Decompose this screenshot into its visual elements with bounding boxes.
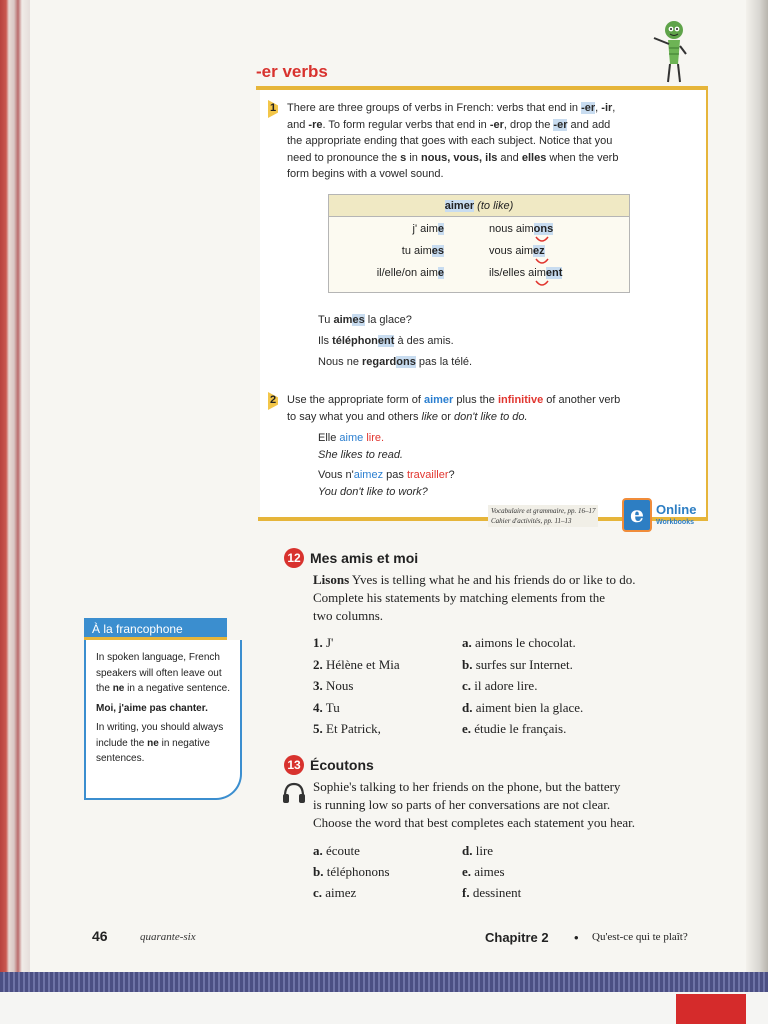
point2-line: Use the appropriate form of aimer plus the infinitive of another verb [287,394,621,406]
example-sentence: Nous ne regardons pas la télé. [318,356,473,368]
point-number: 2 [270,394,277,406]
conj-cell: nous aimons [489,223,554,235]
exercise-13-left-column [313,840,390,903]
match-item: a. aimons le chocolat. [462,635,576,650]
choice-item: b. téléphonons [313,864,390,879]
choice-item: d. lire [462,843,494,858]
point1-line: form begins with a vowel sound. [287,168,444,180]
exercise-12-title: Mes amis et moi [310,550,419,566]
footer-bullet: • [574,930,579,945]
francophone-tab: À la francophone [84,618,227,640]
online-workbooks-button[interactable] [622,498,704,532]
conj-cell: tu aimes [401,245,444,257]
liaison-mark-icon [534,279,550,289]
online-e-icon: e [622,498,652,532]
match-item: 5. Et Patrick, [313,721,381,736]
match-item: d. aiment bien la glace. [462,699,584,715]
example-2-1: Elle aime lire. She likes to read. [318,432,403,461]
choice-item: c. aimez [313,885,357,900]
francophone-sidebar [84,618,242,800]
liaison-mark-icon [534,257,550,267]
match-item: 2. Hélène et Mia [313,656,400,672]
chapter-title: Qu'est-ce qui te plaît? [592,931,688,943]
conj-cell: ils/elles aiment [489,267,563,279]
exercise-13-badge: 13 [284,755,304,775]
exercise-12-right-column [462,632,583,740]
conj-cell: il/elle/on aime [376,267,444,279]
point2-line: to say what you and others like or don't like to do. [287,410,528,423]
grammar-examples [318,310,472,373]
example-2-2: Vous n'aimez pas travailler? You don't like to work? [318,469,455,498]
conjugation-header [329,195,629,217]
example-sentence: Tu aimes la glace? [318,314,412,326]
choice-item: f. dessinent [462,885,522,900]
chapter-label: Chapitre 2 [485,930,549,945]
conj-cell: j' aime [412,223,444,235]
match-item: c. il adore lire. [462,678,538,693]
match-item: b. surfes sur Internet. [462,656,573,672]
francophone-body [84,640,242,800]
red-corner-mark [676,994,746,1024]
point1-line: and -re. To form regular verbs that end in -er, drop the -er and add [287,118,611,131]
headphones-icon [282,782,306,804]
workbook-references: Vocabulaire et grammaire, pp. 16–17 Cahier d'activités, pp. 11–13 [488,505,598,527]
page-number-words: quarante-six [140,931,196,943]
choice-item: e. aimes [462,864,505,879]
book-spine [0,0,30,975]
point-number: 1 [270,102,277,114]
page-bottom-edge [0,972,768,992]
francophone-example: Moi, j'aime pas chanter. [96,702,208,714]
grammar-point-1 [287,100,697,183]
exercise-13-right-column [462,840,521,903]
francophone-p2: In writing, you should always include the ne in negative sentences. [96,722,224,764]
conj-cell: vous aimez [489,245,545,257]
exercise-12-badge: 12 [284,548,304,568]
match-item: 3. Nous [313,678,354,693]
online-label: Online [656,502,697,517]
scan-margin [0,992,768,1024]
grammar-point-2 [287,392,697,425]
choice-item: a. écoute [313,843,360,858]
online-sublabel: Workbooks [656,519,694,526]
exercise-13-title: Écoutons [310,757,374,773]
page-edge [746,0,768,1024]
match-item: 1. J' [313,635,334,650]
exercise-12-left-column [313,632,400,740]
conjugation-table [328,194,630,293]
point1-line: need to pronounce the s in nous, vous, ils and elles when the verb [287,151,619,164]
table-verb: aimer [444,200,475,212]
page-number: 46 [92,928,108,944]
exercise-12-instructions: Lisons Yves is telling what he and his friends do or like to do. Complete his statements by matching elements from the two columns. [313,572,636,623]
point1-line: There are three groups of verbs in French: verbs that end in -er, -ir, [287,102,616,114]
example-sentence: Ils téléphonent à des amis. [318,335,454,347]
point1-line: the appropriate ending that goes with each subject. Notice that you [287,135,613,147]
table-gloss: (to like) [477,200,514,212]
match-item: 4. Tu [313,699,340,715]
exercise-13-instructions: Sophie's talking to her friends on the phone, but the battery is running low so parts of her conversations are not clear. Choose the word that best completes each statement you hear. [313,779,636,830]
liaison-mark-icon [534,235,550,245]
mascot-icon [646,18,690,86]
section-title: -er verbs [256,62,328,81]
francophone-p1: In spoken language, French speakers will often leave out the ne in a negative sentence. [96,652,230,694]
match-item: e. étudie le français. [462,721,567,736]
